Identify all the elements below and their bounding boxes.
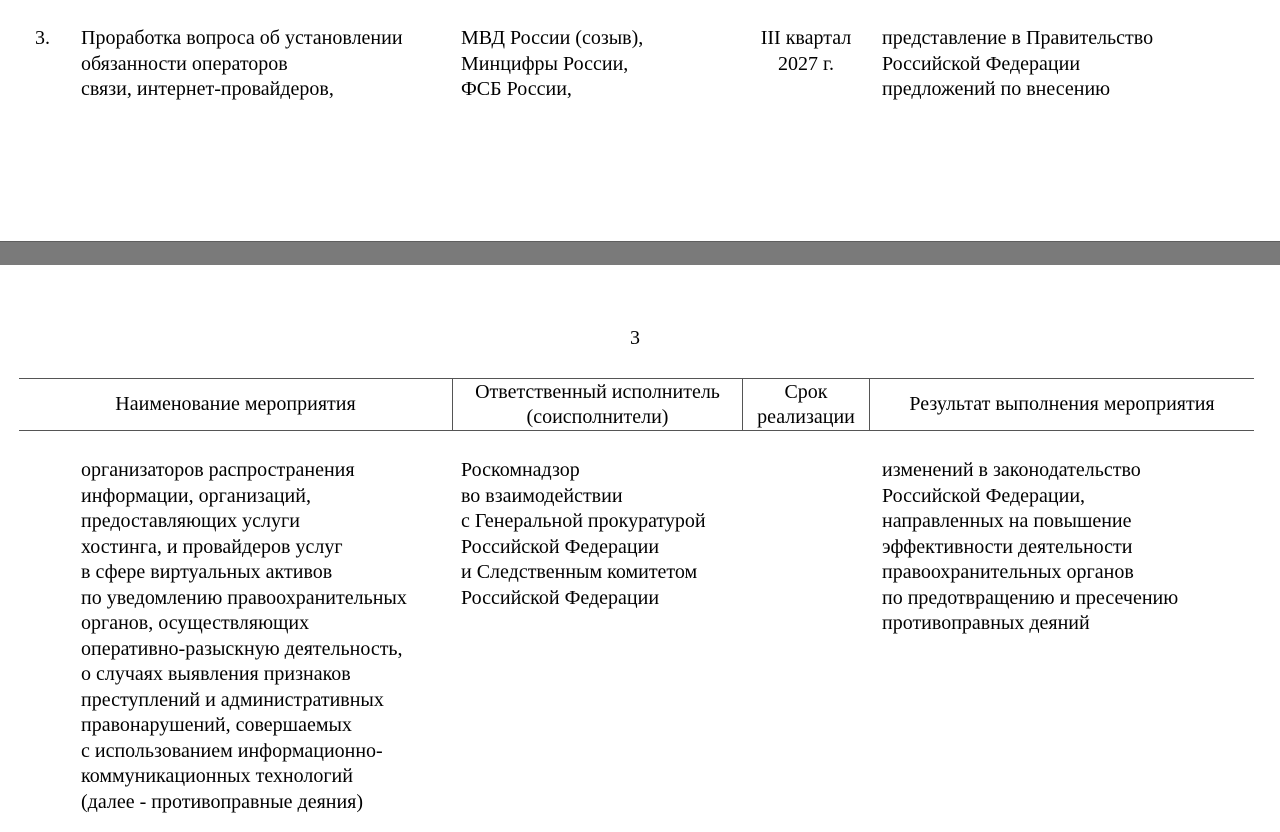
header-result bbox=[870, 378, 1254, 431]
deadline-line: III квартал bbox=[760, 27, 852, 49]
activity-line: с использованием информационно- bbox=[81, 739, 383, 762]
activity-line: хостинга, и провайдеров услуг bbox=[81, 535, 343, 558]
header-deadline-line: Срок bbox=[784, 380, 828, 403]
activity-line: органов, осуществляющих bbox=[81, 612, 310, 634]
deadline-cell bbox=[748, 26, 864, 77]
header-deadline bbox=[743, 378, 869, 431]
result-line: Российской Федерации, bbox=[882, 484, 1086, 507]
activity-cell bbox=[81, 458, 407, 815]
activity-line: (далее - противоправные деяния) bbox=[81, 790, 364, 813]
executor-cell bbox=[461, 26, 643, 103]
result-line: направленных на повышение bbox=[882, 510, 1132, 532]
activity-line: коммуникационных технологий bbox=[81, 765, 353, 787]
executor-line: ФСБ России, bbox=[461, 78, 572, 100]
activity-line: предоставляющих услуги bbox=[81, 510, 300, 532]
executor-line: во взаимодействии bbox=[461, 484, 623, 507]
executor-line: МВД России (созыв), bbox=[461, 27, 644, 49]
header-executor bbox=[453, 378, 742, 431]
header-result-label: Результат выполнения мероприятия bbox=[909, 393, 1215, 415]
header-executor-line: Ответственный исполнитель bbox=[475, 380, 720, 403]
activity-line: обязанности операторов bbox=[81, 52, 288, 75]
result-line: представление в Правительство bbox=[882, 27, 1154, 49]
activity-line: связи, интернет-провайдеров, bbox=[81, 78, 334, 100]
header-executor-line: (соисполнители) bbox=[526, 405, 669, 428]
header-deadline-line: реализации bbox=[757, 405, 855, 428]
activity-line: организаторов распространения bbox=[81, 459, 355, 481]
result-line: Российской Федерации bbox=[882, 52, 1081, 75]
executor-line: Минцифры России, bbox=[461, 52, 629, 75]
header-activity bbox=[19, 378, 452, 431]
result-cell bbox=[882, 458, 1178, 637]
activity-line: Проработка вопроса об установлении bbox=[81, 27, 403, 49]
page-separator bbox=[0, 241, 1280, 265]
activity-line: о случаях выявления признаков bbox=[81, 663, 351, 685]
activity-cell bbox=[81, 26, 403, 103]
result-cell bbox=[882, 26, 1153, 103]
executor-line: Российской Федерации bbox=[461, 535, 660, 558]
executor-line: Роскомнадзор bbox=[461, 459, 580, 481]
activity-line: преступлений и административных bbox=[81, 688, 384, 711]
executor-line: с Генеральной прокуратурой bbox=[461, 510, 706, 532]
result-line: противоправных деяний bbox=[882, 612, 1090, 634]
activity-line: по уведомлению правоохранительных bbox=[81, 586, 407, 609]
result-line: изменений в законодательство bbox=[882, 459, 1141, 481]
result-line: эффективности деятельности bbox=[882, 535, 1133, 558]
activity-line: оперативно-разыскную деятельность, bbox=[81, 637, 403, 660]
activity-line: в сфере виртуальных активов bbox=[81, 561, 333, 583]
activity-line: информации, организаций, bbox=[81, 484, 311, 507]
result-line: по предотвращению и пресечению bbox=[882, 586, 1179, 609]
result-line: предложений по внесению bbox=[882, 78, 1111, 100]
deadline-line: 2027 г. bbox=[778, 52, 834, 75]
page-separator-edge bbox=[0, 241, 1280, 242]
row-number: 3. bbox=[35, 27, 50, 49]
executor-line: Российской Федерации bbox=[461, 586, 660, 609]
header-activity-label: Наименование мероприятия bbox=[115, 393, 356, 415]
executor-line: и Следственным комитетом bbox=[461, 561, 698, 583]
executor-cell bbox=[461, 458, 706, 611]
activity-line: правонарушений, совершаемых bbox=[81, 714, 352, 736]
page-number: 3 bbox=[630, 327, 640, 349]
result-line: правоохранительных органов bbox=[882, 561, 1134, 583]
